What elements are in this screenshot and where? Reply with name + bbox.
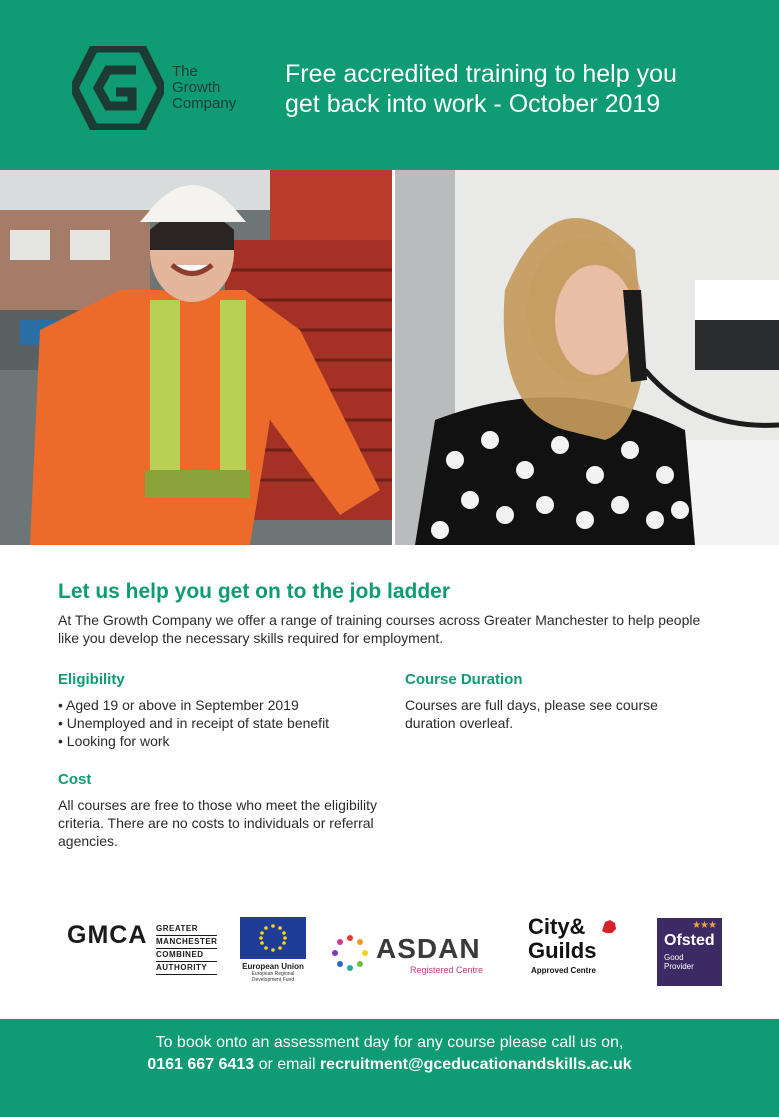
logo-text-line: Growth (172, 79, 221, 96)
footer-connector-text: or email (254, 1056, 320, 1073)
ofsted-sub-label: Good (664, 953, 684, 962)
logo-text-line: Company (172, 95, 237, 112)
gmca-text-line: GREATER (156, 923, 217, 936)
gmca-mark: GMCA (67, 921, 148, 949)
course-duration-title: Course Duration (405, 671, 523, 688)
gmca-text-line: AUTHORITY (156, 962, 217, 975)
eu-sub-label: Development Fund (251, 977, 295, 983)
logo-wordmark (172, 64, 236, 112)
list-item: • Looking for work (58, 732, 329, 750)
asdan-burst-icon (330, 933, 370, 973)
asdan-name: ASDAN (376, 933, 481, 964)
email-link[interactable]: recruitment@gceducationandskills.ac.uk (319, 1056, 632, 1073)
header-banner (0, 0, 779, 170)
ofsted-sub-label: Provider (664, 962, 694, 971)
eligibility-list (58, 696, 329, 750)
photo-construction-worker (0, 170, 392, 545)
footer-contact-line (0, 1054, 779, 1076)
ofsted-name: Ofsted (664, 932, 715, 949)
gmca-text-line: MANCHESTER (156, 936, 217, 949)
cost-text: All courses are free to those who meet the eligibility criteria. There are no costs to individuals or referral agencies. (58, 797, 378, 849)
eligibility-title: Eligibility (58, 671, 125, 688)
gmca-wordmark (156, 923, 217, 975)
photo-call-centre-worker (395, 170, 779, 545)
asdan-sub-label: Registered Centre (410, 965, 484, 975)
intro-paragraph: At The Growth Company we offer a range of training courses across Greater Manchester to help people like you develop the necessary skills required for employment. (58, 612, 701, 646)
gmca-text-line: COMBINED (156, 949, 217, 962)
page-title (285, 59, 755, 119)
footer-contact-banner (0, 1019, 779, 1117)
logo-text-line: The (172, 63, 198, 80)
growth-company-logo-icon (72, 46, 164, 130)
eu-sub-label: European Regional (251, 971, 295, 977)
title-line: get back into work - October 2019 (285, 90, 661, 118)
title-line: Free accredited training to help you (285, 60, 677, 88)
gmca-logo (67, 921, 147, 950)
partner-logos (0, 905, 779, 1000)
phone-number[interactable]: 0161 667 6413 (147, 1056, 255, 1073)
city-guilds-sub-label: Approved Centre (531, 966, 596, 975)
city-guilds-logo (528, 915, 618, 975)
ofsted-stars-icon: ★★★ (692, 920, 716, 931)
section-heading: Let us help you get on to the job ladder (58, 580, 451, 603)
ofsted-logo (657, 918, 722, 986)
city-guilds-line: City& (528, 914, 586, 939)
cost-title: Cost (58, 771, 92, 788)
footer-line: To book onto an assessment day for any course please call us on, (155, 1034, 624, 1051)
city-guilds-line: Guilds (528, 938, 597, 963)
course-duration-text: Courses are full days, please see course duration overleaf. (405, 697, 658, 731)
list-item: • Aged 19 or above in September 2019 (58, 696, 329, 714)
eu-label: European Union (242, 962, 304, 971)
eu-logo (239, 917, 307, 983)
lion-icon (600, 917, 618, 935)
eu-flag-icon (240, 917, 306, 959)
list-item: • Unemployed and in receipt of state benefit (58, 714, 329, 732)
